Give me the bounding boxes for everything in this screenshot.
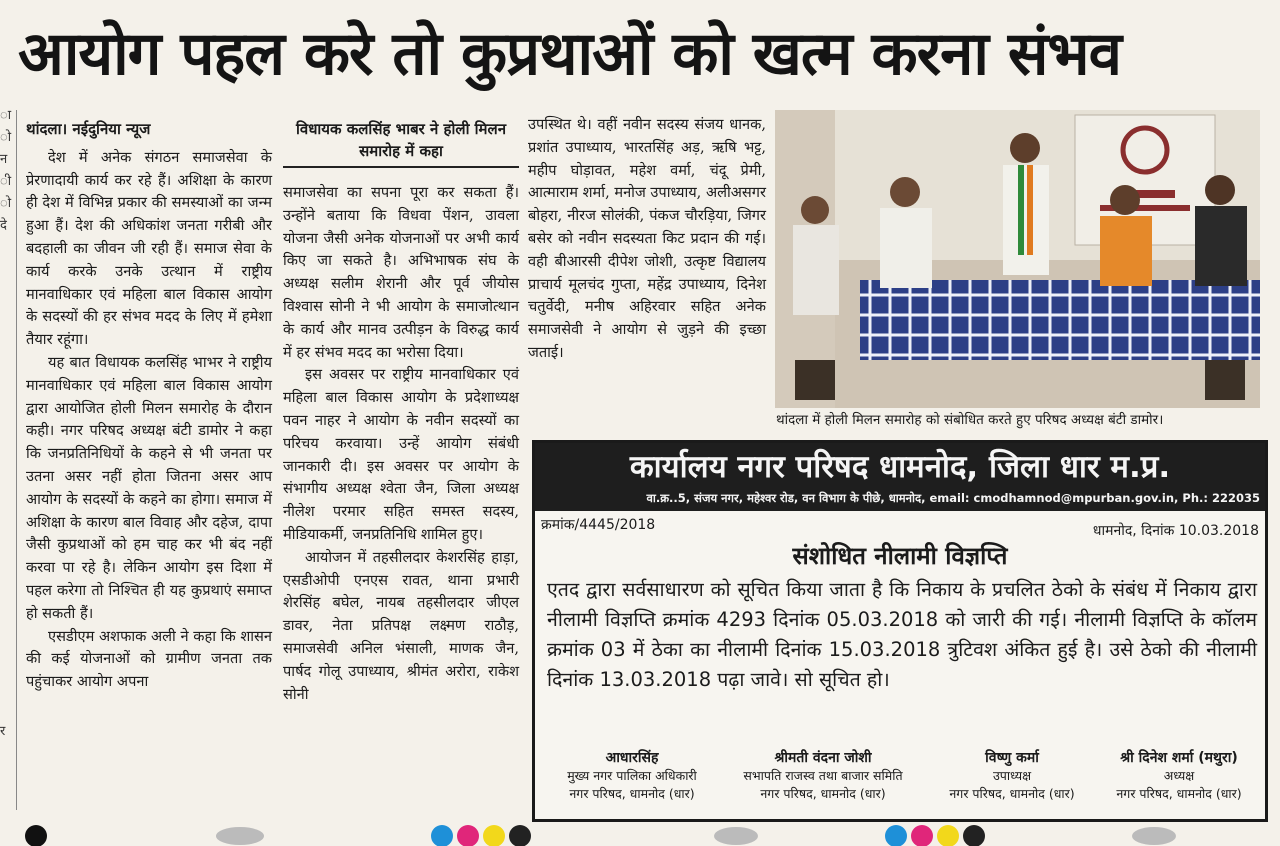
dateline: थांदला। नईदुनिया न्यूज [26, 120, 151, 138]
subheading: विधायक कलसिंह भाबर ने होली मिलन समारोह में कहा [283, 118, 519, 168]
print-registration-marks [0, 822, 1280, 846]
signatory-2 [723, 749, 923, 803]
notice-advertisement [532, 440, 1268, 822]
paragraph: देश में अनेक संगठन समाजसेवा के प्रेरणादायी कार्य कर रहे हैं। अशिक्षा के कारण ही देश में विभिन्न प्रकार की समस्याओं का जन्म हुआ हैं। देश की अधिकांश जनता गरीबी और बदहाली का जीवन जी रही हैं। समाज सेवा के कार्य करके उनके उत्थान में राष्ट्रीय मानवाधिकार एवं महिला बाल विकास आयोग के सदस्यों की हर संभव मदद के लिए में हमेशा तैयार रहूंगा। [26, 148, 272, 349]
adjacent-column-edge: ा ो न ी ो दे र [0, 108, 12, 739]
notice-office-address: वा.क्र..5, संजय नगर, महेश्वर रोड, वन विभाग के पीछे, धामनोद, email: cmodhamnod@mpurban.gov.in, Ph.: 222035 [646, 491, 1260, 505]
event-photo-illustration [775, 110, 1260, 408]
signatory-name: आधारसिंह [605, 750, 659, 766]
paragraph: समाजसेवा का सपना पूरा कर सकता हैं। उन्होंने बताया कि विधवा पेंशन, उावला योजना जैसी अनेक योजनाओं पर अभी कार्य किए जा सकते है। अभिभाषक संघ के अध्यक्ष सलीम शेरानी और पूर्व जीयोस विश्वास सोनी ने भी आयोग के समाजोत्थान के कार्य और मानव उत्पीड़न के विरुद्ध कार्य में हर संभव मदद का भरोसा दिया। [283, 184, 519, 361]
headline: आयोग पहल करे तो कुप्रथाओं को खत्म करना संभव [18, 19, 1121, 89]
paragraph: यह बात विधायक कलसिंह भाभर ने राष्ट्रीय मानवाधिकार एवं महिला बाल विकास आयोग द्वारा आयोजित होली मिलन समारोह के दौरान कही। नगर परिषद अध्यक्ष बंटी डामोर ने कहा कि जनप्रतिनिधियों के कहने से भी जनता पर उतना असर नहीं होता जितना असर आप आयोग के सदस्यों के कहने का होगा। समाज में अशिक्षा के कारण बाल विवाह और दहेज, दापा जैसी कुप्रथाओं को हम चाह कर भी बंद नहीं करवा पा रहे है। लेकिन आयोग इस दिशा में पहल करेगा तो निश्चित ही यह कुप्रथाएं समाप्त हो सकती हैं। [26, 353, 272, 622]
signatory-role: सभापति राजस्व तथा बाजार समिति [743, 768, 903, 783]
event-photo [775, 110, 1260, 408]
notice-banner [535, 443, 1265, 511]
signatory-org: नगर परिषद, धामनोद (धार) [949, 786, 1075, 801]
signatory-4 [1097, 749, 1261, 803]
signatory-role: मुख्य नगर पालिका अधिकारी [567, 768, 697, 783]
paragraph: उपस्थित थे। वहीं नवीन सदस्य संजय धानक, प्रशांत उपाध्याय, भारतसिंह अड़, ऋषि भट्ट, महीप घोड़ावत, महेश वर्मा, चंदू प्रेमी, आत्माराम शर्मा, मनोज उपाध्याय, अलीअसगर बोहरा, नीरज सोलंकी, पंकज चौरड़िया, जिगर बसेर को नवीन सदस्यता किट प्रदान की गई। वही बीआरसी दीपेश जोशी, उत्कृष्ट विद्यालय प्राचार्य मूलचंद गुप्ता, महेंद्र उपाध्याय, दिनेश चतुर्वेदी, मनीष अहिरवार सहित अनेक समाजसेवी ने आयोग से जुड़ने की इच्छा जताई। [528, 116, 766, 361]
notice-body: एतद द्वारा सर्वसाधारण को सूचित किया जाता है कि निकाय के प्रचलित ठेको के संबंध में निकाय द्वारा नीलामी विज्ञप्ति क्रमांक 4293 दिनांक 05.03.2018 को जारी की गई। नीलामी विज्ञप्ति के कॉलम क्रमांक 03 में ठेका का नीलामी दिनांक 15.03.2018 त्रुटिवश अंकित हुई है। उसे ठेको की नीलामी दिनांक 13.03.2018 पढ़ा जावे। सो सूचित हो। [547, 578, 1257, 691]
paragraph: एसडीएम अशफाक अली ने कहा कि शासन की कई योजनाओं को ग्रामीण जनता तक पहुंचाकर आयोग अपना [26, 627, 272, 691]
signatory-role: उपाध्यक्ष [992, 768, 1032, 783]
article-column-2 [283, 118, 519, 706]
signatory-org: नगर परिषद, धामनोद (धार) [569, 786, 695, 801]
article-column-1 [26, 118, 272, 694]
notice-subtitle: संशोधित नीलामी विज्ञप्ति [792, 542, 1008, 570]
signatory-role: अध्यक्ष [1163, 768, 1195, 783]
notice-office-title: कार्यालय नगर परिषद धामनोद, जिला धार म.प्र. [629, 449, 1171, 485]
signatory-name: श्रीमती वंदना जोशी [774, 750, 872, 766]
notice-date: धामनोद, दिनांक 10.03.2018 [1092, 523, 1259, 539]
article-column-3 [528, 114, 766, 365]
signatory-3 [927, 749, 1097, 803]
signatory-name: विष्णु कर्मा [985, 750, 1039, 766]
signatory-name: श्री दिनेश शर्मा (मथुरा) [1120, 750, 1238, 766]
signatory-1 [541, 749, 723, 803]
signatory-org: नगर परिषद, धामनोद (धार) [760, 786, 886, 801]
photo-caption: थांदला में होली मिलन समारोह को संबोधित करते हुए परिषद अध्यक्ष बंटी डामोर। [776, 412, 1164, 428]
column-rule [16, 110, 17, 810]
paragraph: आयोजन में तहसीलदार केशरसिंह हाड़ा, एसडीओपी एनएस रावत, थाना प्रभारी शेरसिंह बघेल, नायब तहसीलदार जीएल डावर, नेता प्रतिपक्ष लक्ष्मण राठौड़, समाजसेवी अनिल भंसाली, माणक जैन, पार्षद गोलू उपाध्याय, श्रीमंत अरोरा, राकेश सोनी [283, 548, 519, 703]
notice-reference-number: क्रमांक/4445/2018 [541, 517, 656, 533]
paragraph: इस अवसर पर राष्ट्रीय मानवाधिकार एवं महिला बाल विकास आयोग के प्रदेशाध्यक्ष पवन नाहर ने आयोग के नवीन सदस्यों का परिचय करवाया। उन्हें आयोग संबंधी जानकारी दी। इस अवसर पर आयोग के संभागीय अध्यक्ष श्वेता जैन, जिला अध्यक्ष नीलेश परमार सहित समस्त सदस्य, मीडियाकर्मी, जनप्रतिनिधि शामिल हुए। [283, 366, 519, 543]
signatory-org: नगर परिषद, धामनोद (धार) [1116, 786, 1242, 801]
